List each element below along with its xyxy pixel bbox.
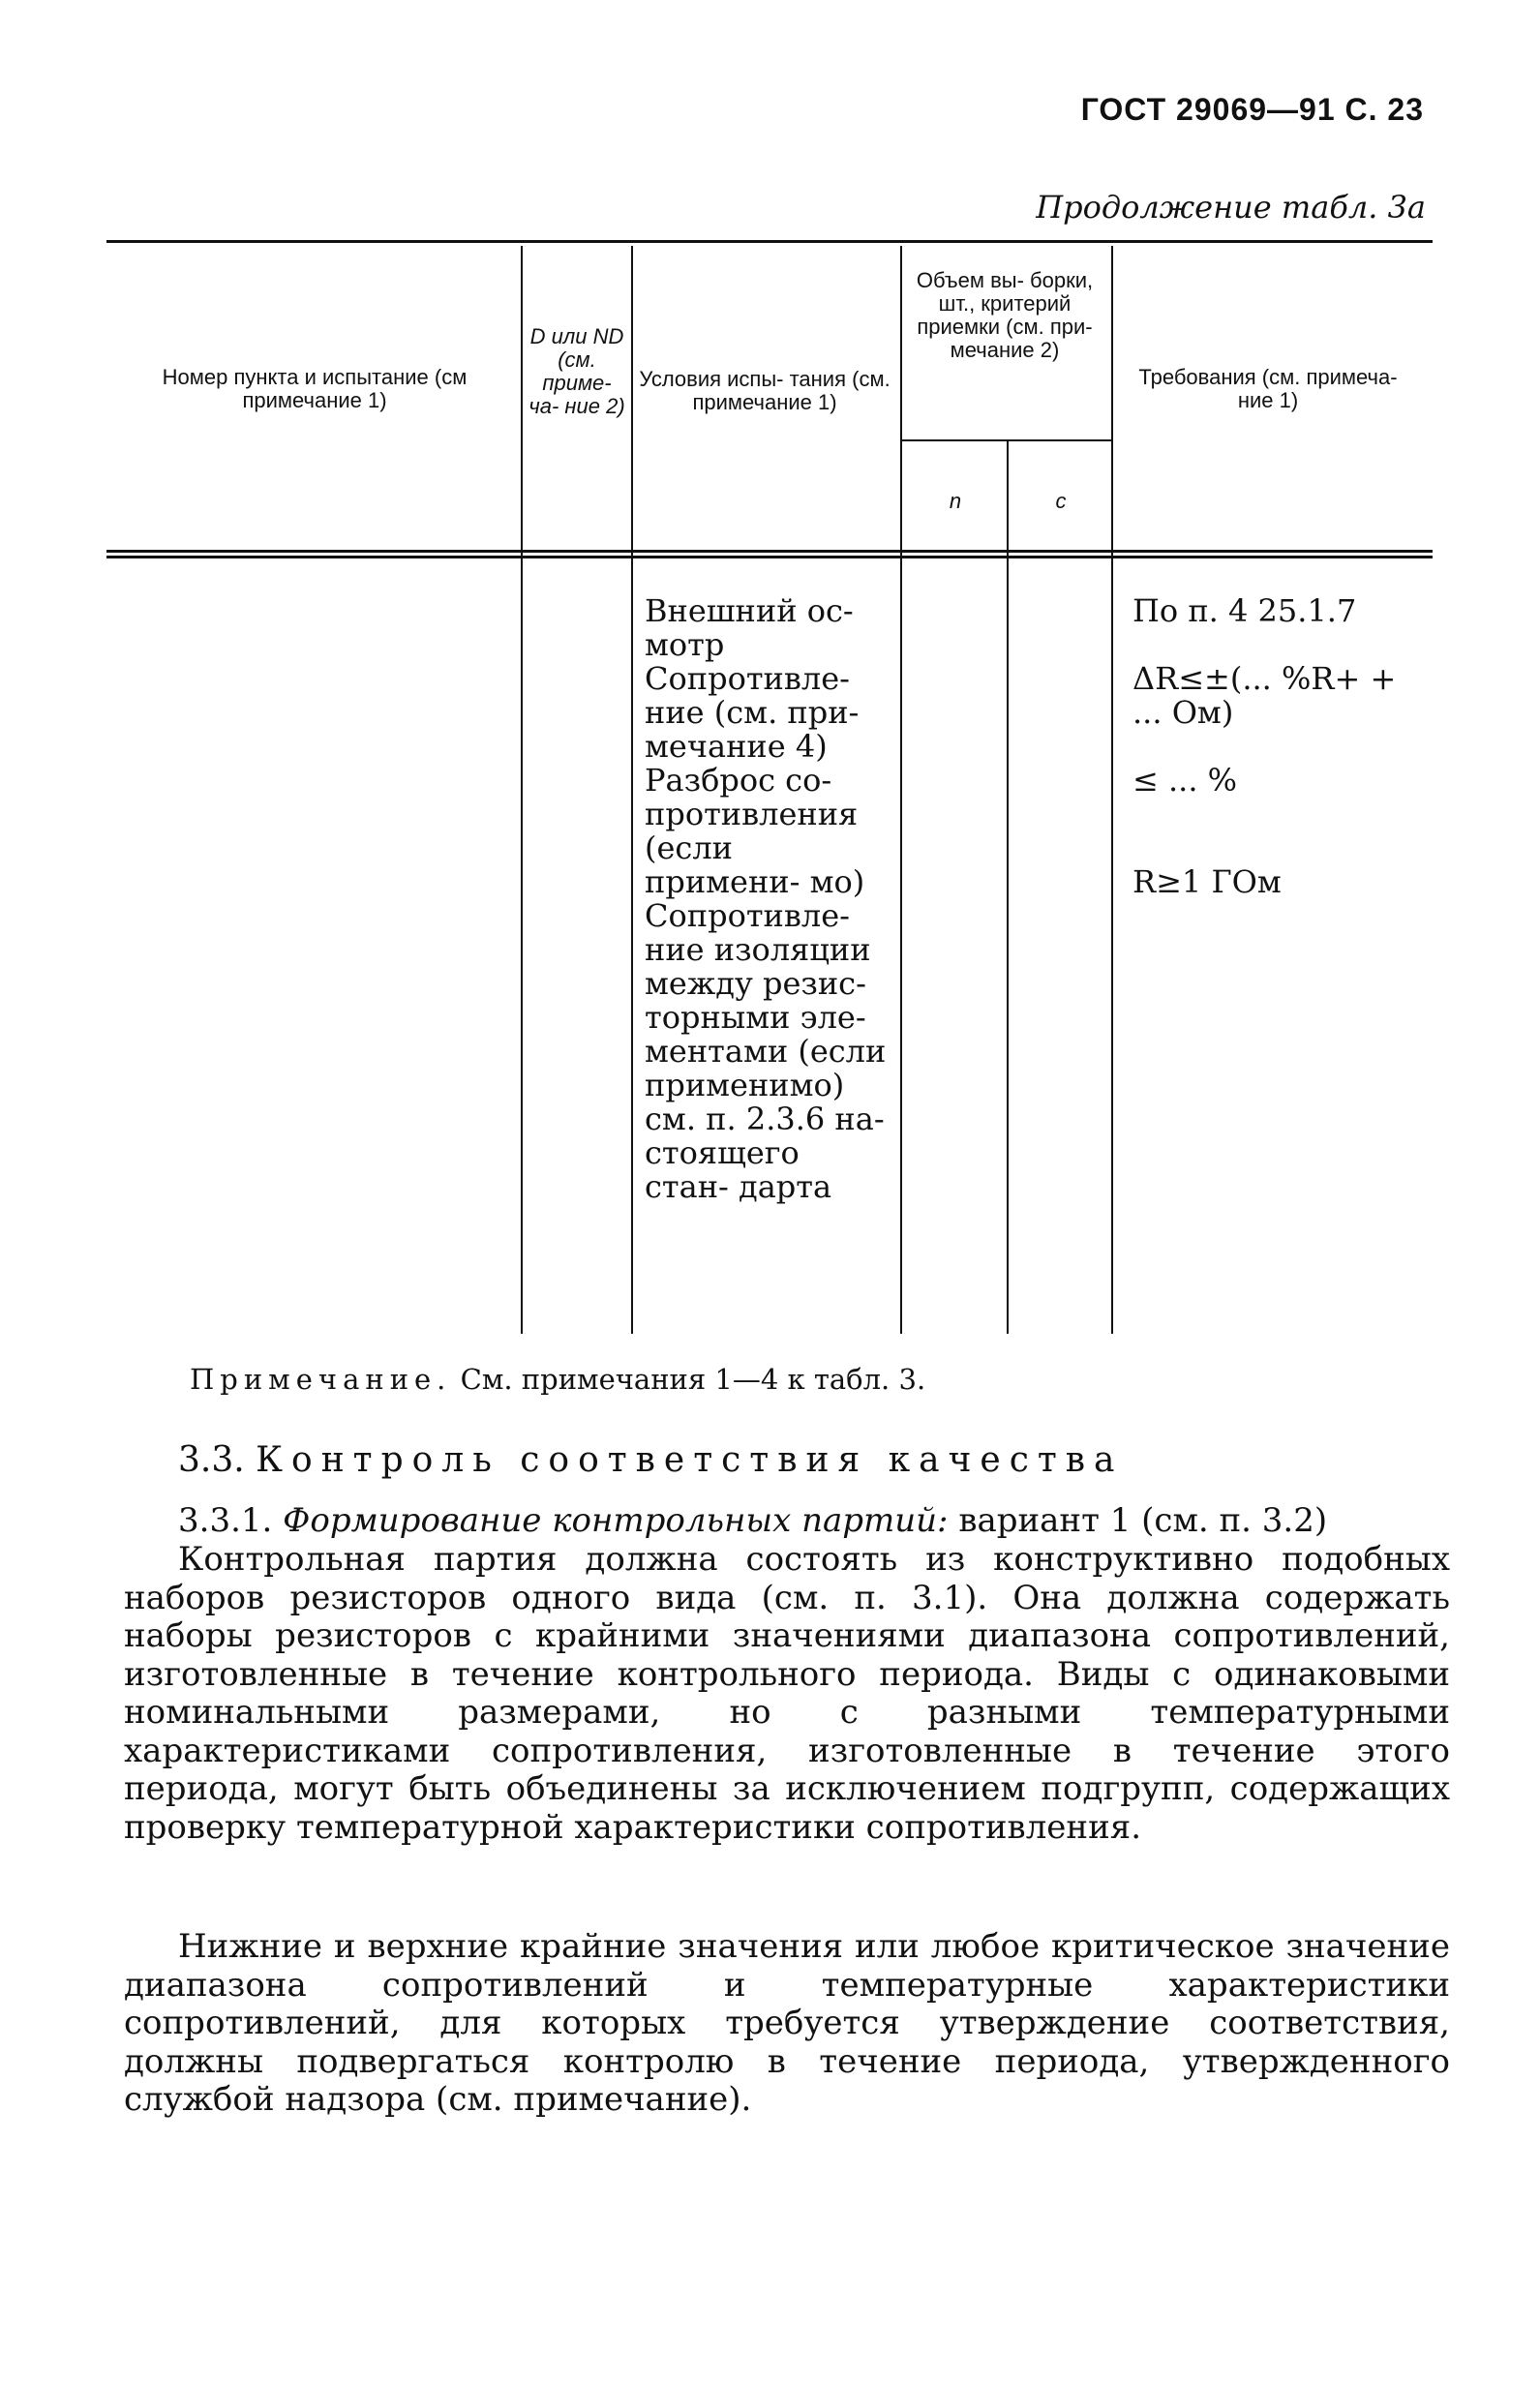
header-conditions: Условия испы- тания (см. примечание 1) — [639, 367, 891, 414]
header-sample: Объем вы- борки, шт., критерий приемки (см. при- мечание 2) — [916, 268, 1094, 362]
section-heading — [178, 1440, 1124, 1480]
section-number: 3.3. — [178, 1440, 245, 1480]
subsection-text: вариант 1 (см. п. 3.2) — [958, 1501, 1328, 1540]
subsection-title: Формирование контрольных партий: — [283, 1501, 949, 1540]
conditions-cell — [645, 594, 889, 1204]
header-bottom-rule-2 — [106, 556, 1433, 558]
page-header: ГОСТ 29069—91 С. 23 — [1080, 92, 1424, 127]
table-top-rule — [106, 240, 1433, 243]
test-table — [106, 240, 1433, 1334]
table-caption: Продолжение табл. 3а — [1036, 189, 1426, 226]
sample-divider — [900, 439, 1111, 441]
footnote-label: Примечание. — [190, 1363, 452, 1396]
header-d-nd: D или ND (см. приме- ча- ние 2) — [528, 324, 625, 418]
requirement-item: ΔR≤±(... %R+ + ... Ом) — [1132, 660, 1397, 731]
requirement-item: ≤ ... % — [1132, 762, 1238, 799]
col-divider-1 — [521, 246, 523, 1334]
section-title: Контроль соответствия качества — [256, 1440, 1124, 1480]
requirement-item: По п. 4 25.1.7 — [1132, 592, 1357, 629]
paragraph: Нижние и верхние крайние значения или любое критическое значение диапазона сопротивлений и температурные характеристики сопротивлений, для которых требуется утверждение соответствия, должны подвергаться контролю в течение периода, утвержденного службой надзора (см. примечание). — [124, 1927, 1450, 2119]
subsection-number: 3.3.1. — [178, 1501, 273, 1540]
header-requirements: Требования (см. примеча- ние 1) — [1138, 365, 1398, 412]
paragraph: Контрольная партия должна состоять из конструктивно подобных наборов резисторов одного вида (см. п. 3.1). Она должна содержать наборы резисторов с крайними значениями диапазона сопротивлений, изготовленные в течение контрольного периода. Виды с одинаковыми номинальными размерами, но с разными температурными характеристиками сопротивления, изготовленные в течение этого периода, могут быть объединены за исключением подгрупп, содержащих проверку температурной характеристики сопротивления. — [124, 1540, 1450, 1847]
col-divider-5 — [1111, 246, 1113, 1334]
footnote-text: См. примечания 1—4 к табл. 3. — [460, 1363, 926, 1396]
col-divider-3 — [900, 246, 902, 1334]
header-item: Номер пункта и испытание (см примечание 1) — [162, 365, 468, 412]
col-divider-4 — [1007, 439, 1009, 1334]
requirements-cell — [1132, 594, 1433, 1330]
condition-item: Разброс со- противления (если примени- мо) — [645, 762, 865, 900]
header-c: c — [1055, 489, 1067, 513]
col-divider-2 — [631, 246, 633, 1334]
header-n: n — [949, 489, 962, 513]
condition-item: Сопротивле- ние (см. при- мечание 4) — [645, 660, 860, 765]
table-footnote — [190, 1363, 925, 1396]
condition-item: Внешний ос- мотр — [645, 592, 854, 663]
subsection-line — [178, 1502, 1446, 1541]
condition-item: Сопротивле- ние изоляции между резис- торными эле- ментами (если применимо) см. п. 2.3.6 на- стоящего стан- дарта — [645, 897, 887, 1205]
requirement-item: R≥1 ГОм — [1132, 863, 1282, 900]
header-bottom-rule — [106, 550, 1433, 553]
